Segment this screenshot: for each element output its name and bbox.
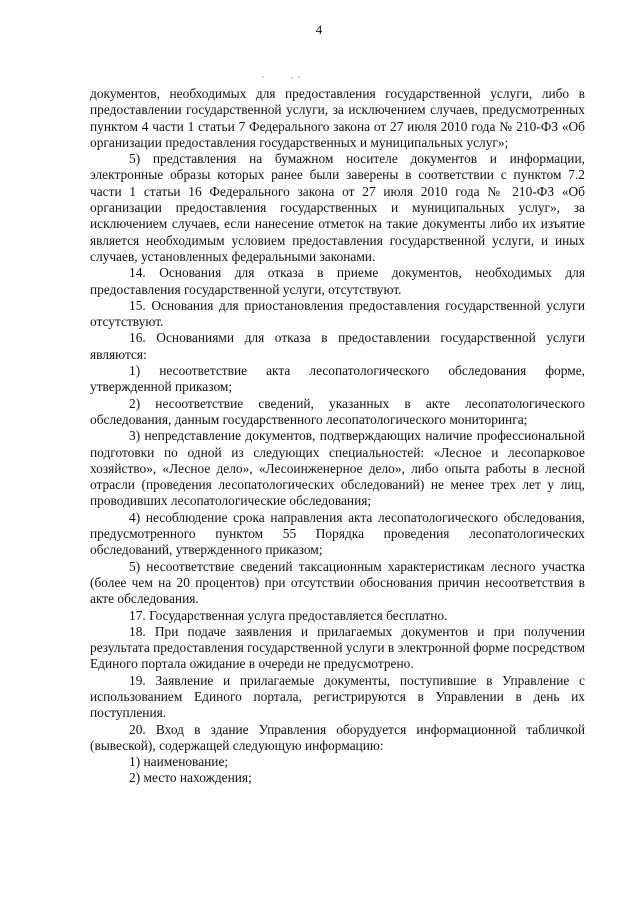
- paragraph: 5) представления на бумажном носителе документов и информации, электронные образы которых ранее были заверены в соответствии с пунктом 7.2 части 1 статьи 16 Федерального закона от 27 июля 2010 года № 210-ФЗ «Об организации предоставления государственных и муниципальных услуг», за исключением случаев, если нанесение отметок на такие документы либо их изъятие является необходимым условием предоставления государственной услуги, и иных случаев, установленных федеральными законами.: [90, 151, 585, 264]
- scan-speck: [262, 76, 264, 78]
- paragraph: 15. Основания для приостановления предоставления государственной услуги отсутствуют.: [90, 297, 585, 330]
- paragraph: 17. Государственная услуга предоставляется бесплатно.: [129, 607, 448, 623]
- page-number: 4: [315, 22, 323, 37]
- paragraph: 19. Заявление и прилагаемые документы, поступившие в Управление с использованием Единого портала, регистрируются в Управлении в день их поступления.: [90, 672, 585, 721]
- paragraph: 1) наименование;: [129, 754, 229, 770]
- paragraph: 3) непредставление документов, подтверждающих наличие профессиональной подготовки по одной из следующих специальностей: «Лесное и лесопарковое хозяйство», «Лесное дело», «Лесоинженерное дело», либо опыта работы в лесной отрасли (проведения лесопатологических обследований) не менее трех лет у лиц, проводивших лесопатологические обследования;: [90, 428, 585, 509]
- paragraph: документов, необходимых для предоставления государственной услуги, либо в предоставлении государственной услуги, за исключением случаев, предусмотренных пунктом 4 части 1 статьи 7 Федерального закона от 27 июля 2010 года № 210-ФЗ «Об организации предоставления государственных и муниципальных услуг»;: [90, 86, 585, 150]
- scan-speck: [298, 76, 300, 78]
- paragraph: 20. Вход в здание Управления оборудуется информационной табличкой (вывеской), содержащей следующую информацию:: [90, 721, 585, 753]
- paragraph: 16. Основаниями для отказа в предоставлении государственной услуги являются:: [90, 330, 585, 362]
- document-body: [90, 86, 585, 787]
- paragraph: 18. При подаче заявления и прилагаемых документов и при получении результата предоставления государственной услуги в электронной форме посредством Единого портала ожидание в очереди не предусмотрено.: [90, 623, 585, 672]
- paragraph: 1) несоответствие акта лесопатологического обследования форме, утвержденной приказом;: [90, 363, 585, 395]
- paragraph: 2) несоответствие сведений, указанных в акте лесопатологического обследования, данным государственного лесопатологического мониторинга;: [90, 395, 585, 427]
- paragraph: 5) несоответствие сведений таксационным характеристикам лесного участка (более чем на 20 процентов) при отсутствии обоснования причин несоответствия в акте обследования.: [90, 558, 585, 607]
- scan-speck: [291, 77, 293, 79]
- paragraph: 2) место нахождения;: [129, 770, 252, 786]
- paragraph: 14. Основания для отказа в приеме документов, необходимых для предоставления государственной услуги, отсутствуют.: [90, 265, 585, 297]
- paragraph: 4) несоблюдение срока направления акта лесопатологического обследования, предусмотренного пунктом 55 Порядка проведения лесопатологических обследований, утвержденного приказом;: [90, 509, 585, 558]
